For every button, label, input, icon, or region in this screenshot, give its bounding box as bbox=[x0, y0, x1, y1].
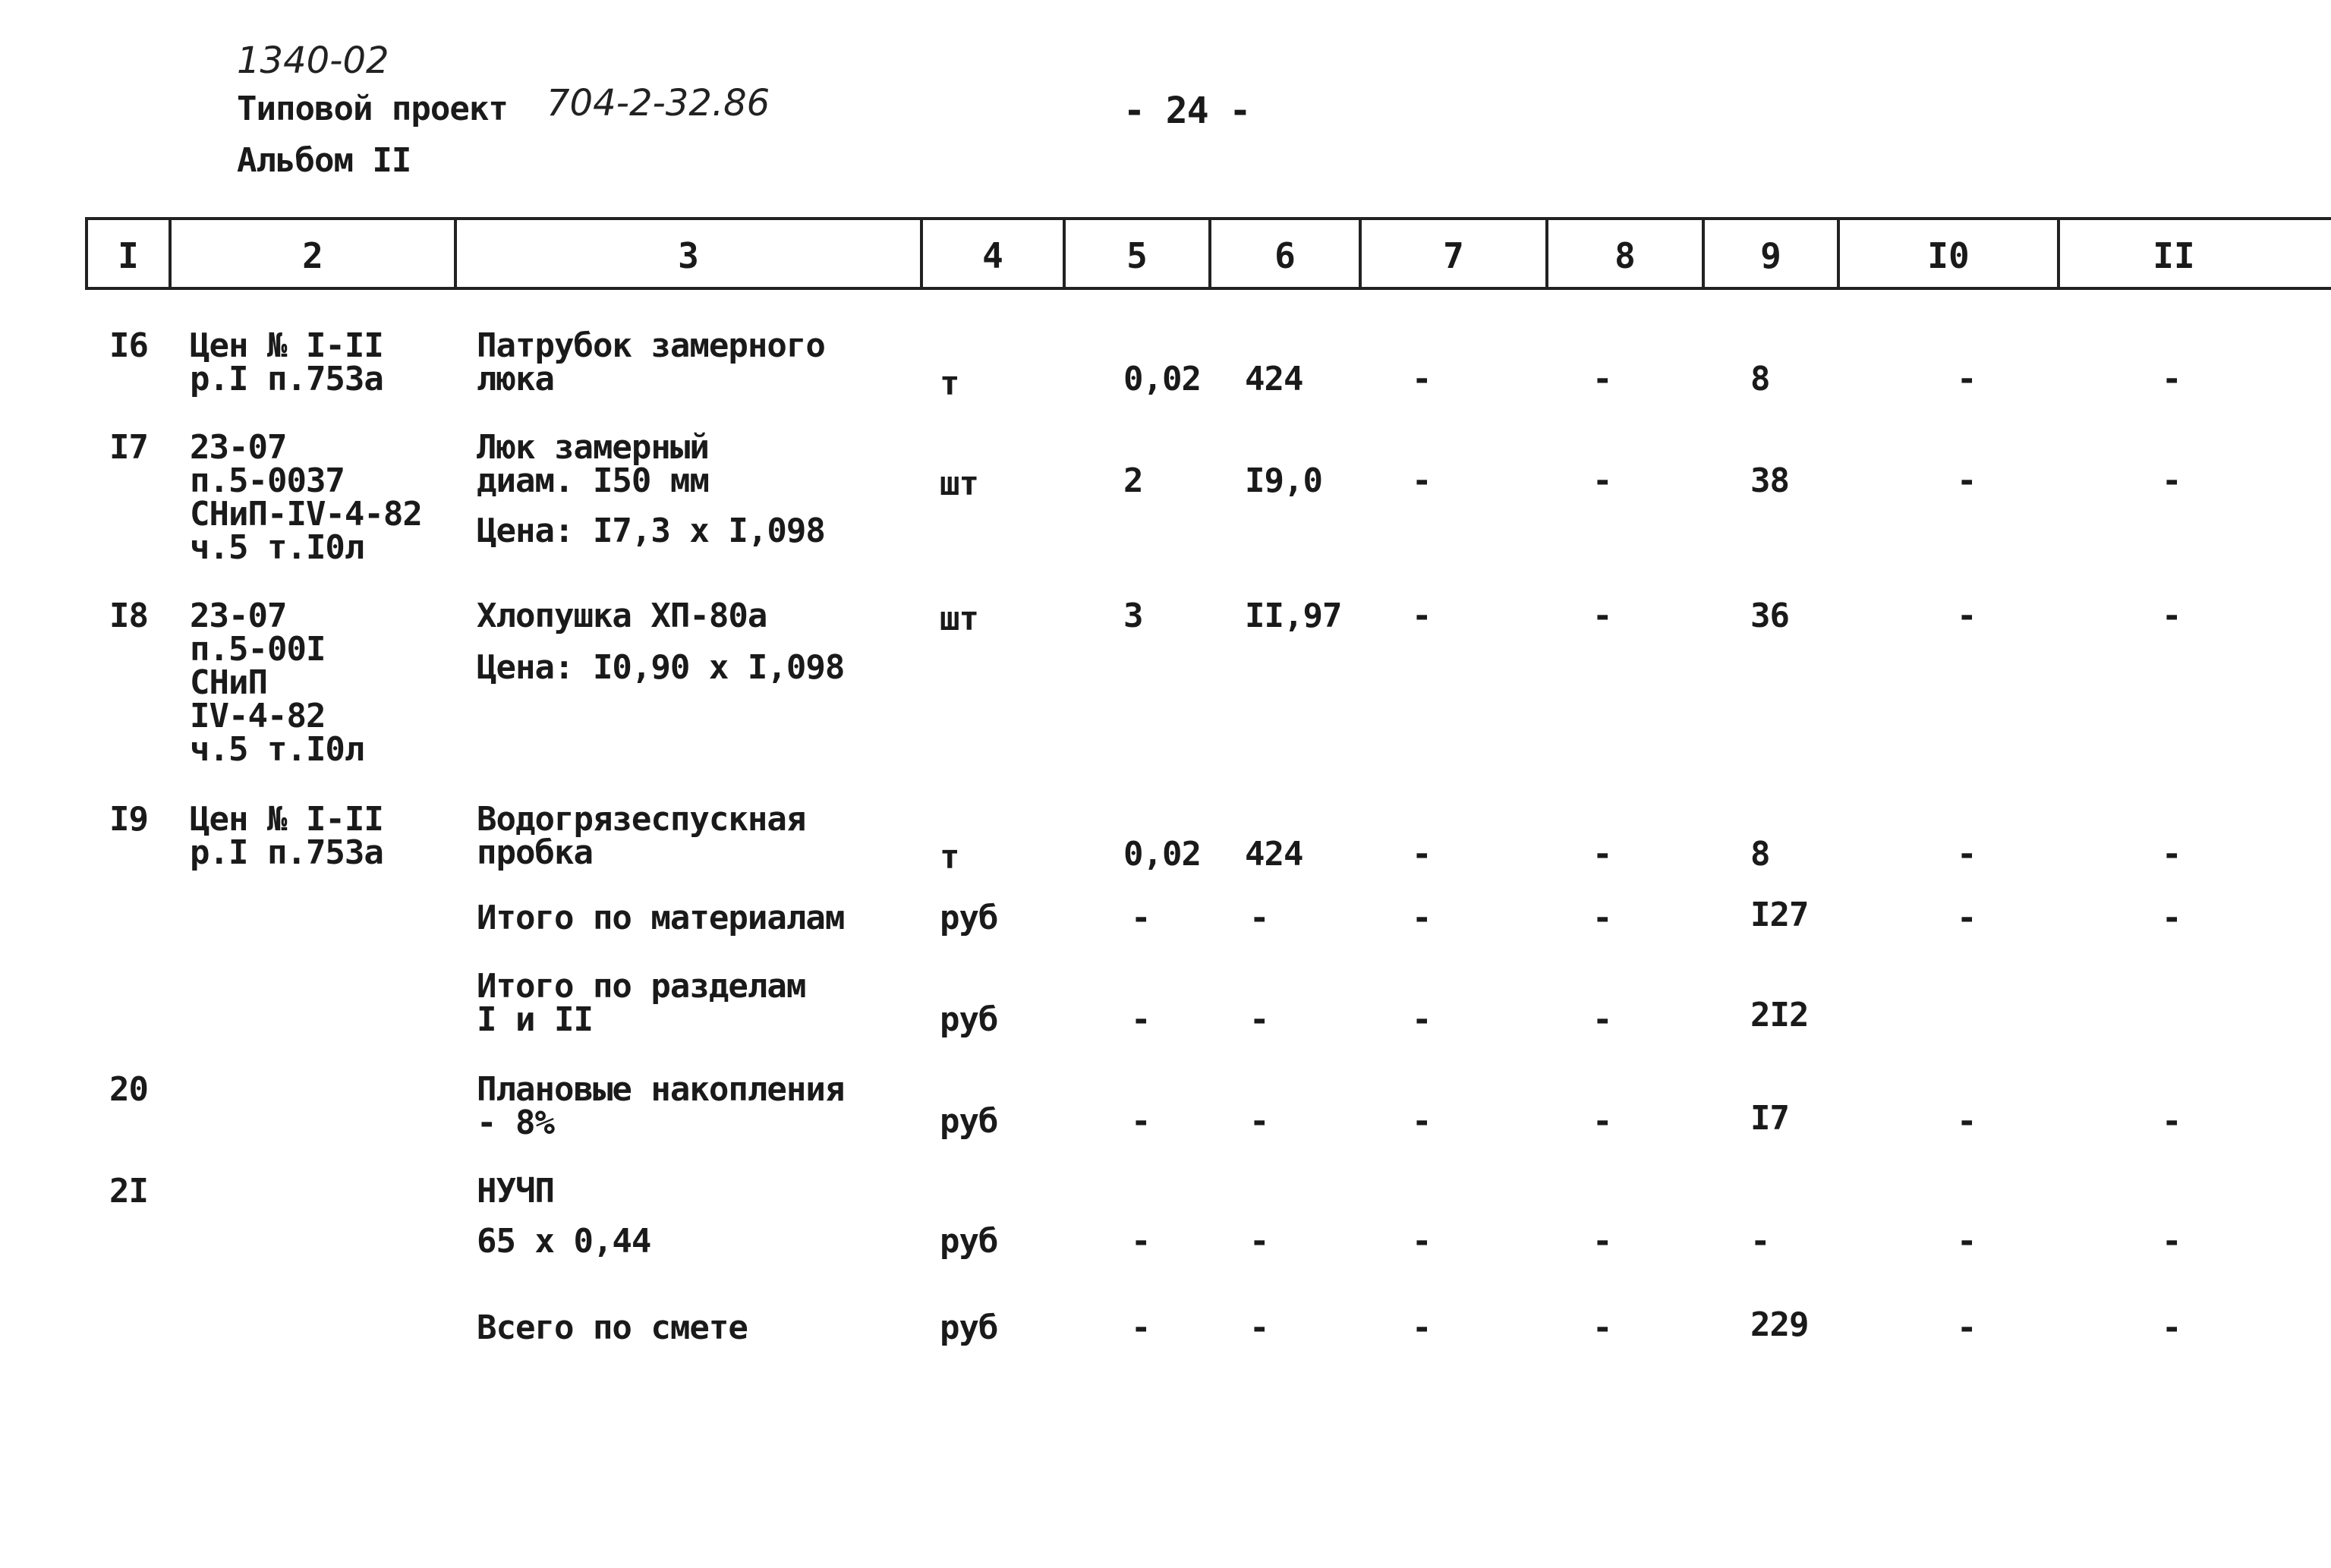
table-cell-total: 229 bbox=[1750, 1305, 1809, 1344]
table-cell-price-note: Цена: I7,3 х I,098 bbox=[477, 512, 825, 550]
table-cell-col11: - bbox=[2162, 899, 2181, 937]
table-cell-total: 8 bbox=[1750, 360, 1770, 398]
table-cell-col11: - bbox=[2162, 835, 2181, 874]
table-cell-code: Цен № I-II р.I п.753а bbox=[190, 800, 383, 872]
column-header: II bbox=[2153, 235, 2195, 276]
table-cell-col7: - bbox=[1412, 1102, 1432, 1141]
table-cell-unit: руб bbox=[940, 1222, 998, 1261]
table-row-number: 2I bbox=[109, 1172, 148, 1211]
table-cell-col11: - bbox=[2162, 360, 2181, 398]
table-row-number: I9 bbox=[109, 800, 148, 839]
table-cell-price: II,97 bbox=[1245, 597, 1342, 635]
table-cell-col8: - bbox=[1592, 899, 1612, 937]
table-cell-code: 23-07 п.5-0037 СНиП-IV-4-82 ч.5 т.I0л bbox=[190, 428, 422, 567]
table-cell-col7: - bbox=[1412, 899, 1432, 937]
table-cell-total: 2I2 bbox=[1750, 996, 1809, 1034]
column-header: 7 bbox=[1443, 235, 1464, 276]
table-cell-name: Люк замерный диам. I50 мм bbox=[477, 428, 709, 500]
table-cell-col7: - bbox=[1412, 360, 1432, 398]
column-header: I bbox=[118, 235, 139, 276]
table-cell-col8: - bbox=[1592, 1000, 1612, 1039]
table-cell-unit: шт bbox=[940, 464, 978, 503]
table-cell-qty: 0,02 bbox=[1123, 360, 1201, 398]
table-row-number: I8 bbox=[109, 597, 148, 635]
table-cell-price: I9,0 bbox=[1245, 461, 1322, 500]
table-cell-col8: - bbox=[1592, 1308, 1612, 1347]
table-cell-total: 38 bbox=[1750, 461, 1789, 500]
table-cell-qty: 3 bbox=[1123, 597, 1143, 635]
table-cell-name: Плановые накопления - 8% bbox=[477, 1070, 845, 1142]
table-cell-col7: - bbox=[1412, 1000, 1432, 1039]
table-cell-qty: - bbox=[1131, 1000, 1151, 1039]
table-cell-unit: руб bbox=[940, 899, 998, 937]
table-cell-total: I7 bbox=[1750, 1099, 1789, 1138]
table-cell-col8: - bbox=[1592, 461, 1612, 500]
table-cell-name: НУЧП bbox=[477, 1172, 554, 1211]
table-cell-col10: - bbox=[1957, 899, 1977, 937]
table-cell-name: Хлопушка ХП-80а bbox=[477, 597, 767, 635]
table-cell-formula: 65 х 0,44 bbox=[477, 1222, 651, 1261]
table-cell-price: 424 bbox=[1245, 360, 1303, 398]
table-cell-col11: - bbox=[2162, 1222, 2181, 1261]
table-cell-price: - bbox=[1249, 1000, 1269, 1039]
table-cell-name: Водогрязеспускная пробка bbox=[477, 800, 806, 872]
table-cell-col11: - bbox=[2162, 1308, 2181, 1347]
document-code: 1340-02 bbox=[237, 39, 389, 82]
table-cell-col8: - bbox=[1592, 835, 1612, 874]
table-cell-total: - bbox=[1750, 1222, 1770, 1261]
table-cell-col11: - bbox=[2162, 461, 2181, 500]
table-cell-name: Всего по смете bbox=[477, 1308, 748, 1347]
table-row-number: 20 bbox=[109, 1070, 148, 1109]
table-cell-col7: - bbox=[1412, 1222, 1432, 1261]
table-cell-col10: - bbox=[1957, 1102, 1977, 1141]
table-cell-qty: - bbox=[1131, 1222, 1151, 1261]
column-header: 8 bbox=[1614, 235, 1636, 276]
table-cell-col7: - bbox=[1412, 1308, 1432, 1347]
table-cell-price: - bbox=[1249, 1222, 1269, 1261]
table-cell-qty: 2 bbox=[1123, 461, 1143, 500]
table-cell-col10: - bbox=[1957, 835, 1977, 874]
table-cell-col7: - bbox=[1412, 597, 1432, 635]
column-header: 6 bbox=[1274, 235, 1296, 276]
table-cell-col10: - bbox=[1957, 360, 1977, 398]
table-cell-name: Итого по разделам I и II bbox=[477, 967, 806, 1039]
table-cell-col8: - bbox=[1592, 1102, 1612, 1141]
table-cell-code: Цен № I-II р.I п.753а bbox=[190, 326, 383, 398]
table-cell-price: 424 bbox=[1245, 835, 1303, 874]
table-cell-unit: т bbox=[940, 838, 959, 877]
table-cell-total: 36 bbox=[1750, 597, 1789, 635]
table-cell-unit: т bbox=[940, 364, 959, 403]
table-cell-col8: - bbox=[1592, 597, 1612, 635]
table-cell-col10: - bbox=[1957, 1308, 1977, 1347]
table-cell-name: Патрубок замерного люка bbox=[477, 326, 825, 398]
column-header: 3 bbox=[678, 235, 699, 276]
table-cell-unit: руб bbox=[940, 1102, 998, 1141]
table-cell-col10: - bbox=[1957, 597, 1977, 635]
project-label: Типовой проект bbox=[237, 90, 508, 128]
table-cell-qty: - bbox=[1131, 1308, 1151, 1347]
table-cell-qty: 0,02 bbox=[1123, 835, 1201, 874]
table-row-number: I7 bbox=[109, 428, 148, 467]
project-number: 704-2-32.86 bbox=[547, 82, 770, 124]
album-label: Альбом II bbox=[237, 141, 411, 180]
column-header: 9 bbox=[1760, 235, 1781, 276]
table-cell-price: - bbox=[1249, 1102, 1269, 1141]
table-cell-code: 23-07 п.5-00I СНиП IV-4-82 ч.5 т.I0л bbox=[190, 597, 364, 769]
table-cell-price-note: Цена: I0,90 х I,098 bbox=[477, 648, 845, 687]
table-cell-col8: - bbox=[1592, 360, 1612, 398]
column-header: 4 bbox=[982, 235, 1003, 276]
page-number: - 24 - bbox=[1123, 90, 1251, 132]
table-cell-unit: руб bbox=[940, 1000, 998, 1039]
table-cell-unit: руб bbox=[940, 1308, 998, 1347]
table-cell-qty: - bbox=[1131, 1102, 1151, 1141]
table-cell-name: Итого по материалам bbox=[477, 899, 845, 937]
table-cell-col8: - bbox=[1592, 1222, 1612, 1261]
column-header: 2 bbox=[302, 235, 323, 276]
table-cell-col11: - bbox=[2162, 1102, 2181, 1141]
table-cell-col10: - bbox=[1957, 1222, 1977, 1261]
table-cell-unit: шт bbox=[940, 600, 978, 638]
table-cell-col7: - bbox=[1412, 835, 1432, 874]
table-cell-price: - bbox=[1249, 899, 1269, 937]
column-header: 5 bbox=[1126, 235, 1148, 276]
table-row-number: I6 bbox=[109, 326, 148, 365]
table-cell-total: I27 bbox=[1750, 896, 1809, 934]
column-header: I0 bbox=[1927, 235, 1970, 276]
table-cell-total: 8 bbox=[1750, 835, 1770, 874]
table-cell-col10: - bbox=[1957, 461, 1977, 500]
table-cell-col7: - bbox=[1412, 461, 1432, 500]
table-cell-qty: - bbox=[1131, 899, 1151, 937]
table-cell-col11: - bbox=[2162, 597, 2181, 635]
table-cell-price: - bbox=[1249, 1308, 1269, 1347]
